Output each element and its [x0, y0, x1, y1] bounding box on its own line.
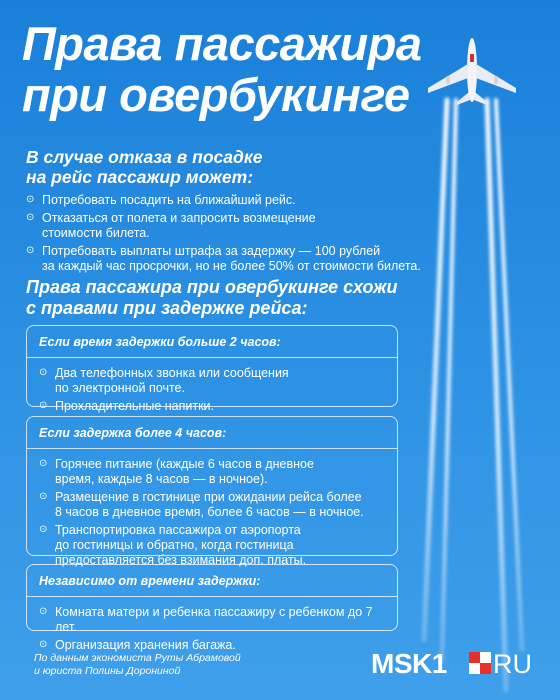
any-delay-box [26, 564, 398, 652]
list-item-text: по электронной почте. [55, 381, 185, 395]
ring-bullet-icon: ⊙ [39, 639, 48, 650]
ring-bullet-icon: ⊙ [39, 367, 48, 378]
list-item [39, 490, 385, 520]
list-item-text: Отказаться от полета и запросить возмещение [42, 211, 316, 225]
intro-heading-line-1: В случае отказа в посадке [26, 147, 263, 167]
list-item-text: время, каждые 8 часов — в ночное). [55, 472, 268, 486]
list-item-text: Горячее питание (каждые 6 часов в дневное [55, 457, 314, 471]
page-title-line-1: Права пассажира [22, 17, 422, 70]
list-item-text: Потребовать посадить на ближайший рейс. [42, 193, 296, 207]
box-heading: Если задержка более 4 часов: [39, 426, 227, 440]
list-item-text: до гостиницы и обратно, когда гостиница [55, 538, 294, 552]
box-list [27, 457, 397, 568]
ring-bullet-icon: ⊙ [39, 606, 48, 617]
list-item [26, 244, 436, 274]
box-divider [27, 596, 397, 597]
list-item-text: 8 часов в дневное время, более 6 часов — в ночное. [55, 505, 364, 519]
list-item-text: за каждый час просрочки, но не более 50% от стоимости билета. [42, 259, 421, 273]
delay-over-4h-box [26, 416, 398, 567]
box-heading: Если время задержки больше 2 часов: [39, 335, 281, 349]
plane-fuselage [467, 38, 477, 102]
list-item [39, 399, 385, 414]
list-item [39, 638, 385, 653]
airplane-illustration [428, 38, 516, 105]
box-divider [27, 448, 397, 449]
page-title [22, 18, 422, 120]
intro-heading [26, 147, 262, 187]
plane-stripe [470, 54, 474, 62]
delay-over-2h-box [26, 325, 398, 413]
source-note [34, 652, 241, 678]
list-item [39, 523, 385, 568]
msk1-logo[interactable] [371, 648, 535, 678]
box-heading: Независимо от времени задержки: [39, 574, 261, 588]
page-title-line-2: при овербукинге [22, 68, 410, 121]
intro-heading-line-2: на рейс пассажир может: [26, 167, 254, 187]
list-item-text: Транспортировка пассажира от аэропорта [55, 523, 301, 537]
list-item [39, 605, 385, 635]
box-list [27, 366, 397, 414]
intro-list [26, 193, 436, 277]
ring-bullet-icon: ⊙ [39, 491, 48, 502]
contrails [424, 100, 522, 690]
plane-engine-1 [446, 76, 450, 84]
list-item-text: стоимости билета. [42, 226, 150, 240]
list-item-text: предоставляется без взимания доп. платы. [55, 553, 307, 567]
logo-left-text: MSK1 [371, 648, 447, 678]
list-item [26, 193, 436, 208]
ring-bullet-icon: ⊙ [39, 400, 48, 411]
ring-bullet-icon: ⊙ [39, 524, 48, 535]
box-list [27, 605, 397, 653]
list-item-text: Два телефонных звонка или сообщения [55, 366, 289, 380]
source-note-line-2: и юриста Полины Дорониной [34, 665, 181, 677]
ring-bullet-icon: ⊙ [26, 245, 35, 256]
ring-bullet-icon: ⊙ [26, 212, 35, 223]
list-item-text: Комната матери и ребенка пассажиру с ребенком до 7 лет. [55, 605, 373, 634]
delay-rights-heading-line-1: Права пассажира при овербукинге схожи [26, 277, 398, 297]
logo-right-text: RU [493, 649, 532, 678]
delay-rights-heading-line-2: с правами при задержке рейса: [26, 298, 308, 318]
box-divider [27, 357, 397, 358]
list-item [26, 211, 436, 241]
list-item-text: Потребовать выплаты штрафа за задержку — 100 рублей [42, 244, 381, 258]
list-item [39, 457, 385, 487]
list-item [39, 366, 385, 396]
source-note-line-1: По данным экономиста Руты Абрамовой [34, 652, 241, 664]
contrail-3 [487, 100, 506, 690]
logo-red-square-icon [469, 652, 491, 674]
ring-bullet-icon: ⊙ [26, 194, 35, 205]
delay-rights-heading [26, 277, 398, 319]
list-item-text: Организация хранения багажа. [55, 638, 236, 652]
list-item-text: Размещение в гостинице при ожидании рейса более [55, 490, 362, 504]
list-item-text: Прохладительные напитки. [55, 399, 215, 413]
plane-engine-2 [494, 76, 498, 84]
ring-bullet-icon: ⊙ [39, 458, 48, 469]
